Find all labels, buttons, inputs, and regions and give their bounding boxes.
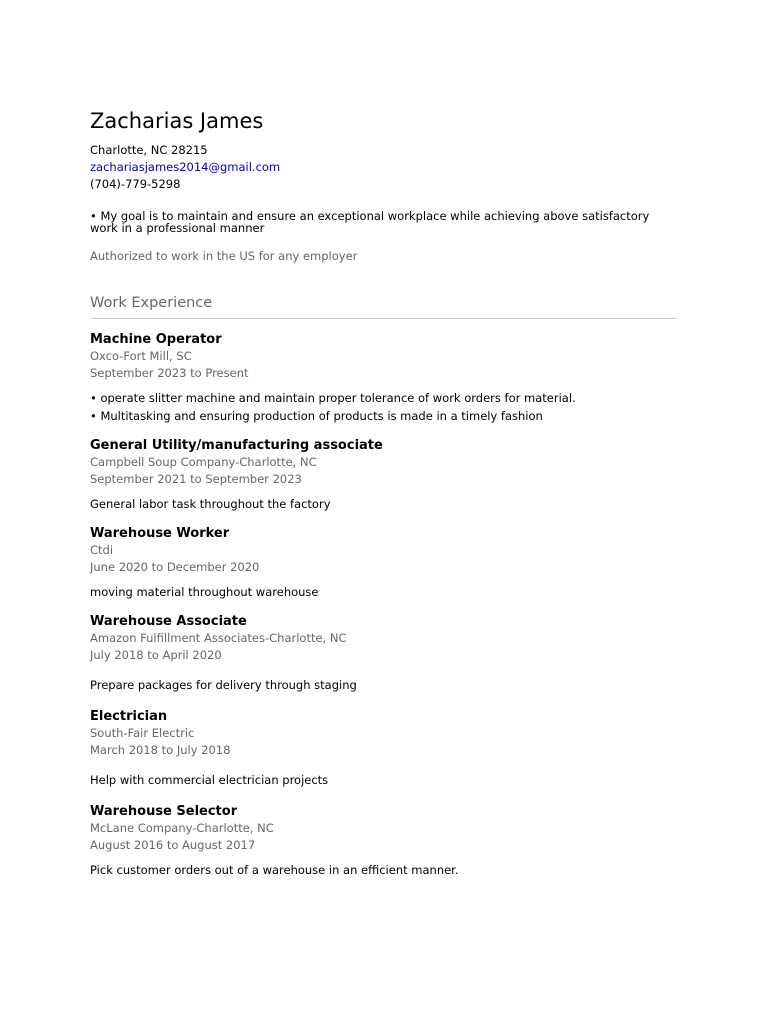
job-entry [90, 331, 678, 425]
location-text: Charlotte, NC 28215 [90, 143, 208, 157]
job-dates: September 2023 to Present [90, 366, 249, 380]
job-entry [90, 437, 678, 513]
job-dates: August 2016 to August 2017 [90, 838, 256, 852]
job-title: Machine Operator [90, 332, 222, 347]
job-title: Warehouse Associate [90, 614, 247, 629]
job-entry [90, 803, 678, 879]
job-title: General Utility/manufacturing associate [90, 438, 383, 453]
work-authorization-text: Authorized to work in the US for any employer [90, 249, 358, 263]
job-dates: March 2018 to July 2018 [90, 743, 231, 757]
job-company: Amazon Fulfillment Associates-Charlotte, NC [90, 631, 347, 645]
summary-text: • My goal is to maintain and ensure an exceptional workplace while achieving above satisfactory work in a professional manner [90, 209, 650, 235]
phone-text: (704)-779-5298 [90, 177, 181, 191]
job-description: Prepare packages for delivery through staging [90, 678, 357, 692]
job-title: Warehouse Selector [90, 804, 238, 819]
job-dates: September 2021 to September 2023 [90, 472, 302, 486]
job-dates: July 2018 to April 2020 [90, 648, 222, 662]
job-company: Campbell Soup Company-Charlotte, NC [90, 455, 317, 469]
job-bullet: • Multitasking and ensuring production of products is made in a timely fashion [90, 409, 543, 423]
job-description: Pick customer orders out of a warehouse in an efficient manner. [90, 863, 459, 877]
job-dates: June 2020 to December 2020 [90, 560, 260, 574]
job-entry [90, 613, 678, 694]
resume-page [90, 108, 678, 879]
job-description: General labor task throughout the factory [90, 497, 331, 511]
candidate-name: Zacharias James [90, 109, 264, 133]
job-company: South-Fair Electric [90, 726, 195, 740]
job-bullet: • operate slitter machine and maintain proper tolerance of work orders for material. [90, 391, 576, 405]
job-description: moving material throughout warehouse [90, 585, 319, 599]
job-company: Oxco-Fort Mill, SC [90, 349, 192, 363]
email-link[interactable]: zachariasjames2014@gmail.com [90, 160, 281, 174]
job-title: Warehouse Worker [90, 526, 230, 541]
job-title: Electrician [90, 709, 168, 724]
job-description: Help with commercial electrician projects [90, 773, 329, 787]
job-entry [90, 525, 678, 601]
work-experience-heading: Work Experience [90, 294, 678, 319]
job-company: McLane Company-Charlotte, NC [90, 821, 274, 835]
job-entry [90, 708, 678, 789]
job-company: Ctdi [90, 543, 114, 557]
